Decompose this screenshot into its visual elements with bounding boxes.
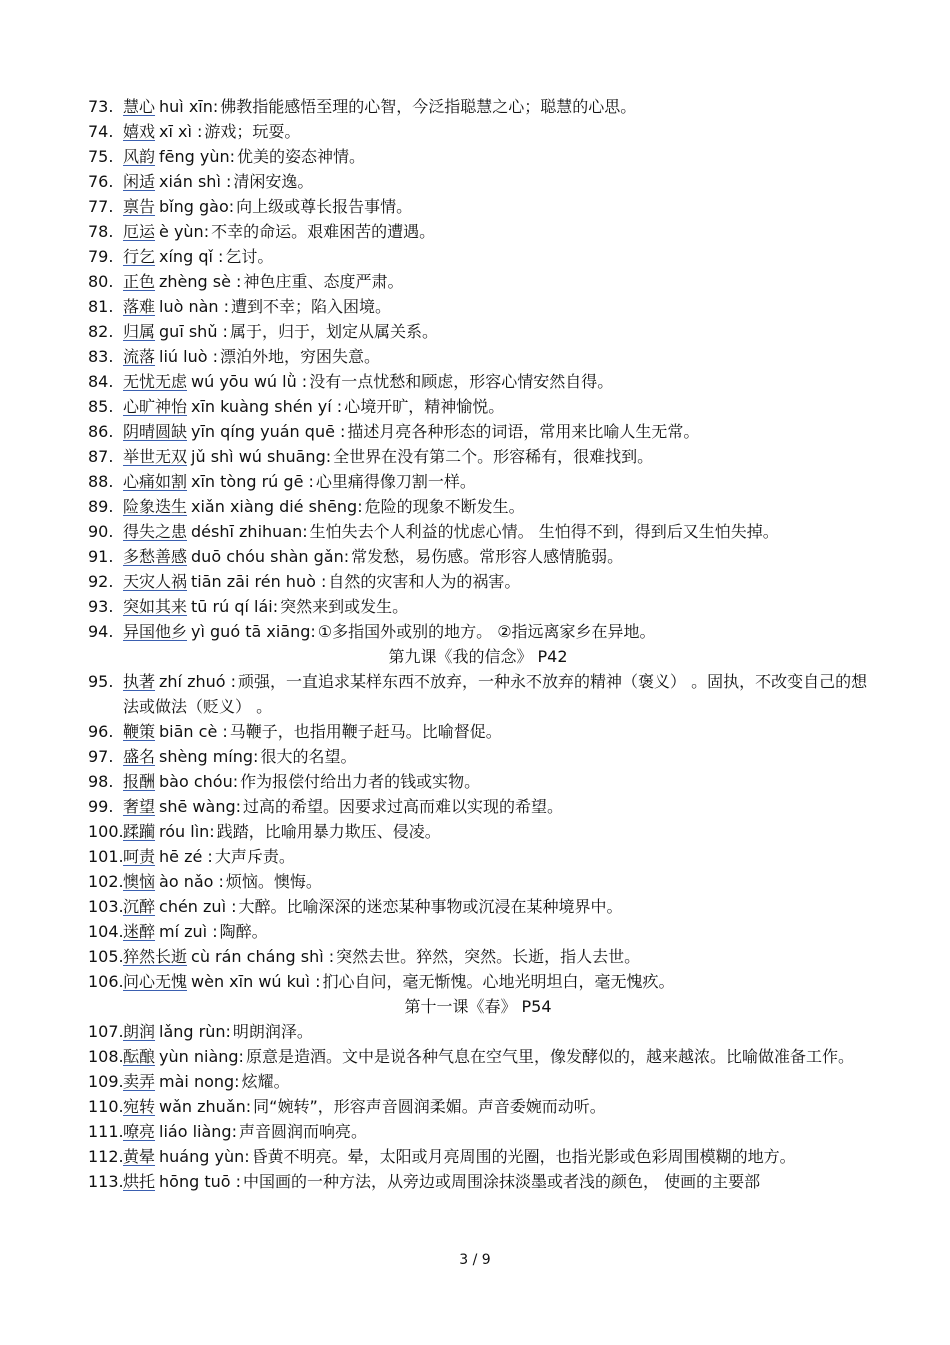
entry-definition: 游戏；玩耍。	[204, 122, 301, 141]
entry-number: 100.	[88, 822, 124, 841]
vocab-entry	[88, 544, 868, 569]
entry-definition: ①多指国外或别的地方。 ②指远离家乡在异地。	[317, 622, 656, 641]
vocab-entry	[88, 1069, 868, 1094]
entry-definition: 马鞭子，也指用鞭子赶马。比喻督促。	[229, 722, 502, 741]
entry-pinyin: wǎn zhuǎn:	[159, 1097, 252, 1116]
vocab-entry	[88, 344, 868, 369]
entry-pinyin: luò nàn :	[159, 297, 230, 316]
vocab-entry	[88, 269, 868, 294]
entry-pinyin: liáo liàng:	[159, 1122, 237, 1141]
entry-number: 94.	[88, 622, 114, 641]
entry-pinyin: jǔ shì wú shuāng:	[191, 447, 332, 466]
vocab-entry	[88, 794, 868, 819]
entry-definition: 中国画的一种方法，从旁边或周围涂抹淡墨或者浅的颜色， 使画的主要部	[243, 1172, 761, 1191]
entry-pinyin: liú luò :	[159, 347, 218, 366]
entry-pinyin: xíng qǐ :	[159, 247, 224, 266]
entry-term: 行乞	[123, 247, 156, 266]
entry-pinyin: fēng yùn:	[159, 147, 236, 166]
entry-number: 79.	[88, 247, 114, 266]
entry-number: 108.	[88, 1047, 124, 1066]
vocab-entry	[88, 219, 868, 244]
entry-number: 107.	[88, 1022, 124, 1041]
entry-pinyin: zhí zhuó :	[159, 672, 237, 691]
entry-pinyin: yùn niàng:	[159, 1047, 244, 1066]
entry-pinyin: xīn tòng rú gē :	[191, 472, 314, 491]
entry-term: 奢望	[123, 797, 156, 816]
entry-term: 举世无双	[123, 447, 188, 466]
entry-pinyin: shē wàng:	[159, 797, 241, 816]
entry-number: 110.	[88, 1097, 124, 1116]
entry-number: 109.	[88, 1072, 124, 1091]
entries-group-b	[88, 669, 868, 994]
entry-definition: 清闲安逸。	[233, 172, 314, 191]
entry-number: 99.	[88, 797, 114, 816]
entry-pinyin: è yùn:	[159, 222, 210, 241]
entry-pinyin: bǐng gào:	[159, 197, 235, 216]
vocab-entry	[88, 819, 868, 844]
entry-number: 74.	[88, 122, 114, 141]
entries-group-c	[88, 1019, 868, 1194]
vocab-entry	[88, 1094, 868, 1119]
entry-term: 厄运	[123, 222, 156, 241]
entry-pinyin: lǎng rùn:	[159, 1022, 231, 1041]
entry-definition: 很大的名望。	[260, 747, 357, 766]
entry-definition: 明朗润泽。	[232, 1022, 313, 1041]
vocab-entry	[88, 669, 868, 719]
entry-number: 98.	[88, 772, 114, 791]
entry-definition: 大醉。比喻深深的迷恋某种事物或沉浸在某种境界中。	[238, 897, 623, 916]
entry-pinyin: bào chóu:	[159, 772, 239, 791]
entry-pinyin: wèn xīn wú kuì :	[191, 972, 321, 991]
entry-term: 执著	[123, 672, 156, 691]
entry-number: 77.	[88, 197, 114, 216]
entry-number: 80.	[88, 272, 114, 291]
entry-definition: 全世界在没有第二个。形容稀有，很难找到。	[333, 447, 654, 466]
entry-number: 86.	[88, 422, 114, 441]
entry-number: 90.	[88, 522, 114, 541]
page-number: 3 / 9	[459, 1252, 491, 1268]
lesson-heading-11: 第十一课《春》 P54	[404, 997, 552, 1016]
vocab-entry	[88, 419, 868, 444]
entry-definition: 心境开旷，精神愉悦。	[344, 397, 505, 416]
entry-number: 84.	[88, 372, 114, 391]
vocab-entry	[88, 169, 868, 194]
entry-definition: 陶醉。	[219, 922, 268, 941]
entry-number: 102.	[88, 872, 124, 891]
entry-term: 懊恼	[123, 872, 156, 891]
entry-term: 报酬	[123, 772, 156, 791]
entry-number: 87.	[88, 447, 114, 466]
entry-definition: 危险的现象不断发生。	[364, 497, 525, 516]
entry-definition: 向上级或尊长报告事情。	[236, 197, 413, 216]
entry-term: 归属	[123, 322, 156, 341]
entry-term: 异国他乡	[123, 622, 188, 641]
entry-number: 82.	[88, 322, 114, 341]
entry-term: 突如其来	[123, 597, 188, 616]
entry-term: 盛名	[123, 747, 156, 766]
entry-term: 流落	[123, 347, 156, 366]
entry-pinyin: shèng míng:	[159, 747, 259, 766]
entry-term: 风韵	[123, 147, 156, 166]
entry-number: 88.	[88, 472, 114, 491]
vocab-entry	[88, 1019, 868, 1044]
entry-number: 89.	[88, 497, 114, 516]
entry-term: 正色	[123, 272, 156, 291]
vocab-entry	[88, 619, 868, 644]
entry-pinyin: huáng yùn:	[159, 1147, 250, 1166]
entry-definition: 烦恼。懊悔。	[225, 872, 322, 891]
entry-definition: 常发愁，易伤感。常形容人感情脆弱。	[351, 547, 624, 566]
entry-term: 宛转	[123, 1097, 156, 1116]
entry-pinyin: huì xīn:	[159, 97, 219, 116]
vocab-entry	[88, 1119, 868, 1144]
entry-number: 111.	[88, 1122, 124, 1141]
entry-term: 天灾人祸	[123, 572, 188, 591]
entry-number: 101.	[88, 847, 124, 866]
vocab-entry	[88, 119, 868, 144]
entry-term: 问心无愧	[123, 972, 188, 991]
entry-definition: 声音圆润而响亮。	[238, 1122, 367, 1141]
entry-definition: 作为报偿付给出力者的钱或实物。	[240, 772, 481, 791]
vocab-entry	[88, 744, 868, 769]
entry-term: 慧心	[123, 97, 156, 116]
entry-definition: 昏黄不明亮。晕，太阳或月亮周围的光圈，也指光影或色彩周围模糊的地方。	[251, 1147, 796, 1166]
entry-term: 禀告	[123, 197, 156, 216]
entry-pinyin: chén zuì :	[159, 897, 237, 916]
entry-definition: 生怕失去个人利益的忧虑心情。 生怕得不到，得到后又生怕失掉。	[309, 522, 779, 541]
entry-number: 91.	[88, 547, 114, 566]
vocab-entry	[88, 1144, 868, 1169]
vocab-entry	[88, 494, 868, 519]
entry-number: 112.	[88, 1147, 124, 1166]
entry-definition: 突然来到或发生。	[280, 597, 409, 616]
entry-number: 81.	[88, 297, 114, 316]
vocab-entry	[88, 194, 868, 219]
entry-definition: 突然去世。猝然，突然。长逝，指人去世。	[336, 947, 641, 966]
entry-term: 鞭策	[123, 722, 156, 741]
entry-term: 得失之患	[123, 522, 188, 541]
entry-number: 95.	[88, 672, 114, 691]
vocabulary-list	[88, 94, 868, 1194]
entry-pinyin: duō chóu shàn gǎn:	[191, 547, 350, 566]
entry-pinyin: yīn qíng yuán quē :	[191, 422, 346, 441]
entry-term: 卖弄	[123, 1072, 156, 1091]
entry-pinyin: xiǎn xiàng dié shēng:	[191, 497, 363, 516]
entries-group-a	[88, 94, 868, 644]
entry-term: 沉醉	[123, 897, 156, 916]
entry-definition: 优美的姿态神情。	[237, 147, 366, 166]
vocab-entry	[88, 919, 868, 944]
entry-pinyin: hōng tuō :	[159, 1172, 242, 1191]
entry-definition: 炫耀。	[241, 1072, 290, 1091]
entry-term: 多愁善感	[123, 547, 188, 566]
entry-term: 落难	[123, 297, 156, 316]
entry-definition: 神色庄重、态度严肃。	[243, 272, 404, 291]
entry-pinyin: ào nǎo :	[159, 872, 224, 891]
entry-term: 酝酿	[123, 1047, 156, 1066]
entry-term: 猝然长逝	[123, 947, 188, 966]
entry-term: 险象迭生	[123, 497, 188, 516]
vocab-entry	[88, 469, 868, 494]
entry-term: 无忧无虑	[123, 372, 188, 391]
entry-term: 阴晴圆缺	[123, 422, 188, 441]
entry-pinyin: biān cè :	[159, 722, 228, 741]
entry-definition: 心里痛得像刀割一样。	[315, 472, 476, 491]
entry-term: 心痛如割	[123, 472, 188, 491]
entry-pinyin: róu lìn:	[159, 822, 215, 841]
vocab-entry	[88, 869, 868, 894]
vocab-entry	[88, 969, 868, 994]
entry-number: 93.	[88, 597, 114, 616]
entry-definition: 乞讨。	[225, 247, 274, 266]
entry-term: 烘托	[123, 1172, 156, 1191]
entry-number: 113.	[88, 1172, 124, 1191]
entry-number: 106.	[88, 972, 124, 991]
entry-definition: 原意是造酒。文中是说各种气息在空气里，像发酵似的，越来越浓。比喻做准备工作。	[245, 1047, 854, 1066]
vocab-entry	[88, 319, 868, 344]
entry-pinyin: xián shì :	[159, 172, 232, 191]
vocab-entry	[88, 1044, 868, 1069]
entry-term: 迷醉	[123, 922, 156, 941]
entry-term: 蹂躏	[123, 822, 156, 841]
vocab-entry	[88, 894, 868, 919]
vocab-entry	[88, 719, 868, 744]
entry-definition: 践踏，比喻用暴力欺压、侵凌。	[216, 822, 441, 841]
entry-definition: 属于，归于，划定从属关系。	[229, 322, 438, 341]
vocab-entry	[88, 444, 868, 469]
entry-pinyin: mài nong:	[159, 1072, 240, 1091]
entry-number: 97.	[88, 747, 114, 766]
vocab-entry	[88, 594, 868, 619]
entry-pinyin: hē zé :	[159, 847, 213, 866]
entry-number: 92.	[88, 572, 114, 591]
vocab-entry	[88, 1169, 868, 1194]
entry-number: 83.	[88, 347, 114, 366]
entry-definition: 漂泊外地，穷困失意。	[219, 347, 380, 366]
entry-pinyin: wú yōu wú lǜ :	[191, 372, 308, 391]
entry-pinyin: mí zuì :	[159, 922, 218, 941]
entry-definition: 同“婉转”，形容声音圆润柔媚。声音委婉而动听。	[253, 1097, 606, 1116]
entry-number: 104.	[88, 922, 124, 941]
entry-pinyin: tiān zāi rén huò :	[191, 572, 327, 591]
entry-pinyin: déshī zhihuan:	[191, 522, 308, 541]
entry-pinyin: yì guó tā xiāng:	[191, 622, 316, 641]
entry-number: 105.	[88, 947, 124, 966]
entry-definition: 大声斥责。	[214, 847, 295, 866]
entry-definition: 过高的希望。因要求过高而难以实现的希望。	[243, 797, 564, 816]
vocab-entry	[88, 519, 868, 544]
entry-pinyin: guī shǔ :	[159, 322, 228, 341]
entry-definition: 不幸的命运。艰难困苦的遭遇。	[211, 222, 436, 241]
entry-number: 96.	[88, 722, 114, 741]
vocab-entry	[88, 394, 868, 419]
vocab-entry	[88, 94, 868, 119]
entry-term: 呵责	[123, 847, 156, 866]
lesson-heading-9: 第九课《我的信念》 P42	[388, 647, 568, 666]
entry-number: 85.	[88, 397, 114, 416]
entry-number: 75.	[88, 147, 114, 166]
entry-pinyin: xīn kuàng shén yí :	[191, 397, 343, 416]
entry-term: 嬉戏	[123, 122, 156, 141]
entry-pinyin: cù rán cháng shì :	[191, 947, 335, 966]
vocab-entry	[88, 369, 868, 394]
entry-number: 73.	[88, 97, 114, 116]
entry-definition: 顽强，一直追求某样东西不放弃，一种永不放弃的精神（褒义） 。固执，不改变自己的想法或做法（贬义） 。	[123, 672, 868, 716]
entry-number: 76.	[88, 172, 114, 191]
entry-definition: 描述月亮各种形态的词语，常用来比喻人生无常。	[347, 422, 700, 441]
entry-definition: 遭到不幸；陷入困境。	[231, 297, 392, 316]
vocab-entry	[88, 844, 868, 869]
entry-definition: 佛教指能感悟至理的心智，今泛指聪慧之心；聪慧的心思。	[220, 97, 637, 116]
entry-number: 78.	[88, 222, 114, 241]
entry-term: 朗润	[123, 1022, 156, 1041]
vocab-entry	[88, 944, 868, 969]
vocab-entry	[88, 569, 868, 594]
vocab-entry	[88, 769, 868, 794]
vocab-entry	[88, 144, 868, 169]
entry-term: 闲适	[123, 172, 156, 191]
entry-term: 心旷神怡	[123, 397, 188, 416]
entry-definition: 自然的灾害和人为的祸害。	[328, 572, 521, 591]
entry-pinyin: tū rú qí lái:	[191, 597, 279, 616]
entry-number: 103.	[88, 897, 124, 916]
vocab-entry	[88, 244, 868, 269]
entry-definition: 没有一点忧愁和顾虑，形容心情安然自得。	[309, 372, 614, 391]
vocab-entry	[88, 294, 868, 319]
entry-pinyin: xī xì :	[159, 122, 203, 141]
entry-term: 嘹亮	[123, 1122, 156, 1141]
entry-term: 黄晕	[123, 1147, 156, 1166]
entry-pinyin: zhèng sè :	[159, 272, 242, 291]
entry-definition: 扪心自问，毫无惭愧。心地光明坦白，毫无愧疚。	[322, 972, 675, 991]
